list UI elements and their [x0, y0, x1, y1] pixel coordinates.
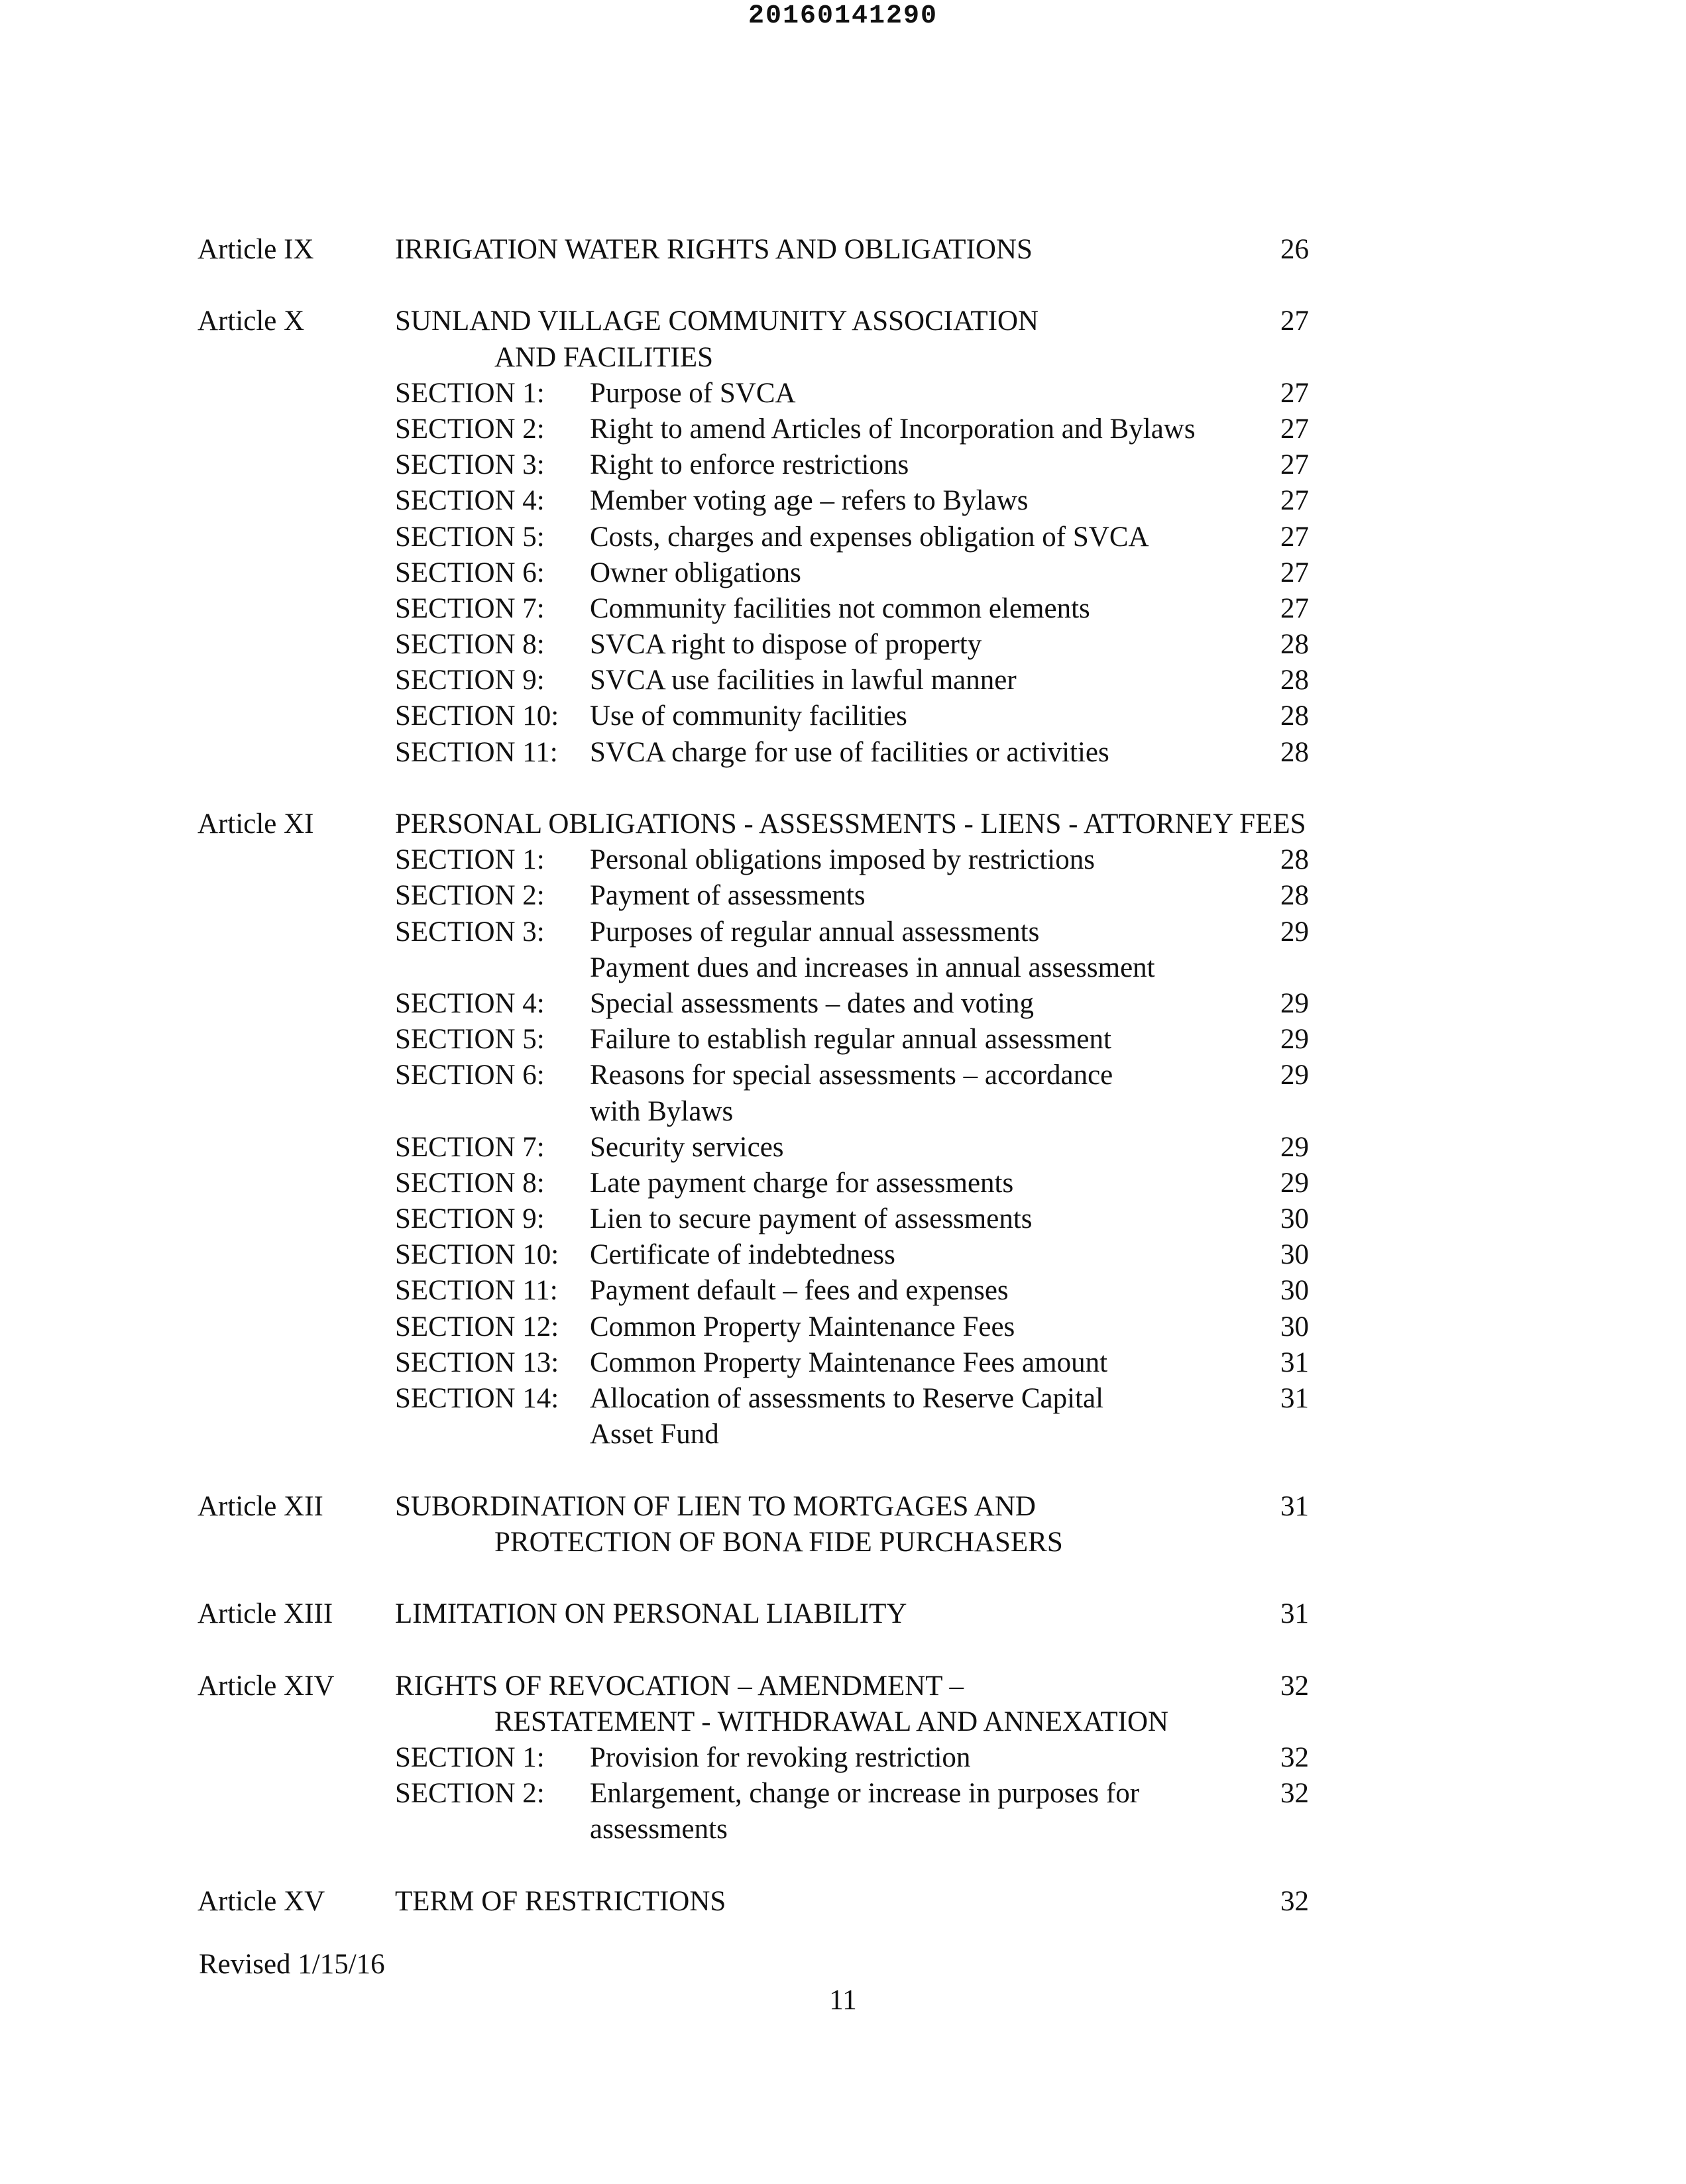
page-number-ref: 28	[1280, 629, 1309, 661]
section-title: Late payment charge for assessments	[590, 1167, 1014, 1199]
toc-section-row	[0, 663, 1686, 698]
section-title: Payment default – fees and expenses	[590, 1275, 1009, 1307]
document-number: 20160141290	[748, 1, 938, 31]
page-number-ref: 29	[1280, 1024, 1309, 1056]
toc-section-row	[0, 591, 1686, 627]
page-number-ref: 30	[1280, 1203, 1309, 1235]
article-title: SUNLAND VILLAGE COMMUNITY ASSOCIATION	[395, 305, 1039, 337]
section-label: SECTION 6:	[395, 557, 545, 588]
toc-section-row	[0, 1273, 1686, 1309]
toc-spacer	[0, 1632, 1686, 1668]
toc-section-row	[0, 1022, 1686, 1058]
section-label: SECTION 2:	[395, 880, 545, 912]
toc-section-row	[0, 1166, 1686, 1201]
section-label: SECTION 1:	[395, 1741, 545, 1773]
toc-section-row	[0, 1201, 1686, 1237]
section-label: SECTION 7:	[395, 1131, 545, 1163]
toc-section-row	[0, 1345, 1686, 1381]
section-label: SECTION 5:	[395, 521, 545, 553]
toc-section-row	[0, 698, 1686, 734]
page-number-ref: 27	[1280, 557, 1309, 588]
toc-section-row	[0, 914, 1686, 950]
toc-section-row	[0, 986, 1686, 1022]
article-title: TERM OF RESTRICTIONS	[395, 1885, 726, 1917]
page-number-ref: 27	[1280, 592, 1309, 624]
section-title: Payment dues and increases in annual assessment	[590, 952, 1155, 983]
toc-section-row	[0, 376, 1686, 411]
section-title: Security services	[590, 1131, 784, 1163]
article-label: Article XV	[197, 1885, 325, 1917]
section-title: Payment of assessments	[590, 880, 866, 912]
toc-article-row	[0, 1668, 1686, 1704]
section-title: Special assessments – dates and voting	[590, 987, 1034, 1019]
section-label: SECTION 14:	[395, 1383, 559, 1414]
section-title: with Bylaws	[590, 1095, 734, 1127]
toc-spacer	[0, 1560, 1686, 1596]
section-label: SECTION 3:	[395, 449, 545, 481]
section-label: SECTION 3:	[395, 916, 545, 948]
page-number-ref: 31	[1280, 1383, 1309, 1414]
page-number-ref: 27	[1280, 521, 1309, 553]
article-label: Article X	[197, 305, 305, 337]
page-number-ref: 29	[1280, 916, 1309, 948]
section-title: Right to amend Articles of Incorporation and Bylaws	[590, 413, 1196, 445]
article-label: Article XIV	[197, 1670, 335, 1702]
toc-article-row	[0, 303, 1686, 339]
toc-section-row	[0, 1237, 1686, 1273]
section-title: Owner obligations	[590, 557, 801, 588]
section-label: SECTION 4:	[395, 987, 545, 1019]
section-label: SECTION 1:	[395, 377, 545, 409]
page-number-ref: 27	[1280, 413, 1309, 445]
section-title: Costs, charges and expenses obligation of SVCA	[590, 521, 1149, 553]
article-label: Article XII	[197, 1490, 323, 1522]
toc-spacer	[0, 1847, 1686, 1883]
article-title: SUBORDINATION OF LIEN TO MORTGAGES AND	[395, 1490, 1036, 1522]
page-number-ref: 32	[1280, 1885, 1309, 1917]
section-label: SECTION 1:	[395, 844, 545, 876]
toc-section-row	[0, 519, 1686, 555]
toc-section-row	[0, 1740, 1686, 1776]
toc-section-row	[0, 878, 1686, 914]
section-title: Failure to establish regular annual assessment	[590, 1024, 1111, 1056]
section-label: SECTION 10:	[395, 1239, 559, 1271]
section-label: SECTION 9:	[395, 665, 545, 696]
section-label: SECTION 7:	[395, 592, 545, 624]
section-title: Provision for revoking restriction	[590, 1741, 971, 1773]
section-label: SECTION 2:	[395, 413, 545, 445]
section-title: SVCA use facilities in lawful manner	[590, 665, 1017, 696]
article-title: IRRIGATION WATER RIGHTS AND OBLIGATIONS	[395, 234, 1033, 265]
toc-article-title-continuation	[0, 1704, 1686, 1740]
section-label: SECTION 9:	[395, 1203, 545, 1235]
section-title: Allocation of assessments to Reserve Capital	[590, 1383, 1104, 1414]
section-title: Enlargement, change or increase in purposes for	[590, 1778, 1140, 1810]
page-number-ref: 28	[1280, 665, 1309, 696]
page-number-ref: 26	[1280, 234, 1309, 265]
toc-section-row	[0, 447, 1686, 483]
toc-section-row	[0, 1130, 1686, 1166]
section-title: Purpose of SVCA	[590, 377, 796, 409]
toc-article-row	[0, 1884, 1686, 1920]
page-number-ref: 27	[1280, 449, 1309, 481]
section-title: Common Property Maintenance Fees	[590, 1311, 1015, 1342]
toc-spacer	[0, 771, 1686, 806]
article-title-continued: RESTATEMENT - WITHDRAWAL AND ANNEXATION	[494, 1706, 1169, 1737]
toc-section-row	[0, 735, 1686, 771]
section-label: SECTION 2:	[395, 1778, 545, 1810]
section-label: SECTION 8:	[395, 629, 545, 661]
article-title-continued: AND FACILITIES	[494, 341, 714, 373]
section-label: SECTION 4:	[395, 485, 545, 517]
toc-section-row	[0, 627, 1686, 663]
section-title: Common Property Maintenance Fees amount	[590, 1346, 1108, 1378]
article-title: RIGHTS OF REVOCATION – AMENDMENT –	[395, 1670, 964, 1702]
section-title: SVCA charge for use of facilities or activities	[590, 736, 1109, 768]
section-title: Asset Fund	[590, 1419, 719, 1450]
page-number-ref: 31	[1280, 1490, 1309, 1522]
page-number-ref: 30	[1280, 1239, 1309, 1271]
toc-section-row	[0, 1309, 1686, 1345]
toc-article-title-continuation	[0, 340, 1686, 376]
page-number-ref: 28	[1280, 700, 1309, 732]
page-number-ref: 28	[1280, 736, 1309, 768]
toc-section-row	[0, 1058, 1686, 1093]
page-number-ref: 28	[1280, 880, 1309, 912]
page-number-ref: 32	[1280, 1670, 1309, 1702]
page-number-ref: 27	[1280, 377, 1309, 409]
article-title: PERSONAL OBLIGATIONS - ASSESSMENTS - LIENS - ATTORNEY FEES	[395, 808, 1306, 840]
article-label: Article XIII	[197, 1598, 333, 1630]
page-number: 11	[829, 1985, 857, 2016]
section-title: Reasons for special assessments – accordance	[590, 1060, 1113, 1091]
section-title: Use of community facilities	[590, 700, 907, 732]
toc-section-row	[0, 411, 1686, 447]
toc-section-row	[0, 555, 1686, 591]
page-number-ref: 32	[1280, 1741, 1309, 1773]
page-number-ref: 30	[1280, 1275, 1309, 1307]
section-title: Lien to secure payment of assessments	[590, 1203, 1033, 1235]
toc-article-row	[0, 1596, 1686, 1632]
article-title: LIMITATION ON PERSONAL LIABILITY	[395, 1598, 907, 1630]
page-number-ref: 29	[1280, 987, 1309, 1019]
page-number-ref: 28	[1280, 844, 1309, 876]
page-number-ref: 29	[1280, 1131, 1309, 1163]
toc-section-row	[0, 483, 1686, 519]
toc-article-row	[0, 232, 1686, 268]
section-label: SECTION 5:	[395, 1024, 545, 1056]
toc-section-row	[0, 1381, 1686, 1417]
page-number-ref: 29	[1280, 1060, 1309, 1091]
section-title: Member voting age – refers to Bylaws	[590, 485, 1029, 517]
page-number-ref: 31	[1280, 1346, 1309, 1378]
section-label: SECTION 11:	[395, 736, 558, 768]
toc-article-title-continuation	[0, 1525, 1686, 1560]
toc-section-continuation	[0, 1417, 1686, 1452]
article-title-continued: PROTECTION OF BONA FIDE PURCHASERS	[494, 1526, 1063, 1558]
section-title: Community facilities not common elements	[590, 592, 1090, 624]
toc-section-continuation	[0, 1812, 1686, 1847]
section-label: SECTION 12:	[395, 1311, 559, 1342]
section-label: SECTION 10:	[395, 700, 559, 732]
article-label: Article IX	[197, 234, 314, 265]
article-label: Article XI	[197, 808, 314, 840]
toc-spacer	[0, 268, 1686, 303]
page-number-ref: 29	[1280, 1167, 1309, 1199]
revised-date: Revised 1/15/16	[199, 1949, 385, 1980]
toc-section-continuation	[0, 1094, 1686, 1130]
toc-spacer	[0, 1452, 1686, 1488]
page-number-ref: 31	[1280, 1598, 1309, 1630]
section-label: SECTION 6:	[395, 1060, 545, 1091]
section-label: SECTION 11:	[395, 1275, 558, 1307]
section-label: SECTION 13:	[395, 1346, 559, 1378]
page-number-ref: 27	[1280, 485, 1309, 517]
section-title: assessments	[590, 1814, 728, 1845]
toc-article-row	[0, 806, 1686, 842]
toc-section-continuation	[0, 950, 1686, 986]
page-number-ref: 27	[1280, 305, 1309, 337]
toc-section-row	[0, 842, 1686, 878]
section-title: Purposes of regular annual assessments	[590, 916, 1040, 948]
section-title: Personal obligations imposed by restrictions	[590, 844, 1095, 876]
toc-section-row	[0, 1776, 1686, 1812]
section-label: SECTION 8:	[395, 1167, 545, 1199]
toc-article-row	[0, 1489, 1686, 1525]
section-title: Right to enforce restrictions	[590, 449, 909, 481]
section-title: SVCA right to dispose of property	[590, 629, 982, 661]
table-of-contents	[0, 232, 1686, 1920]
section-title: Certificate of indebtedness	[590, 1239, 895, 1271]
page-number-ref: 32	[1280, 1778, 1309, 1810]
page-number-ref: 30	[1280, 1311, 1309, 1342]
